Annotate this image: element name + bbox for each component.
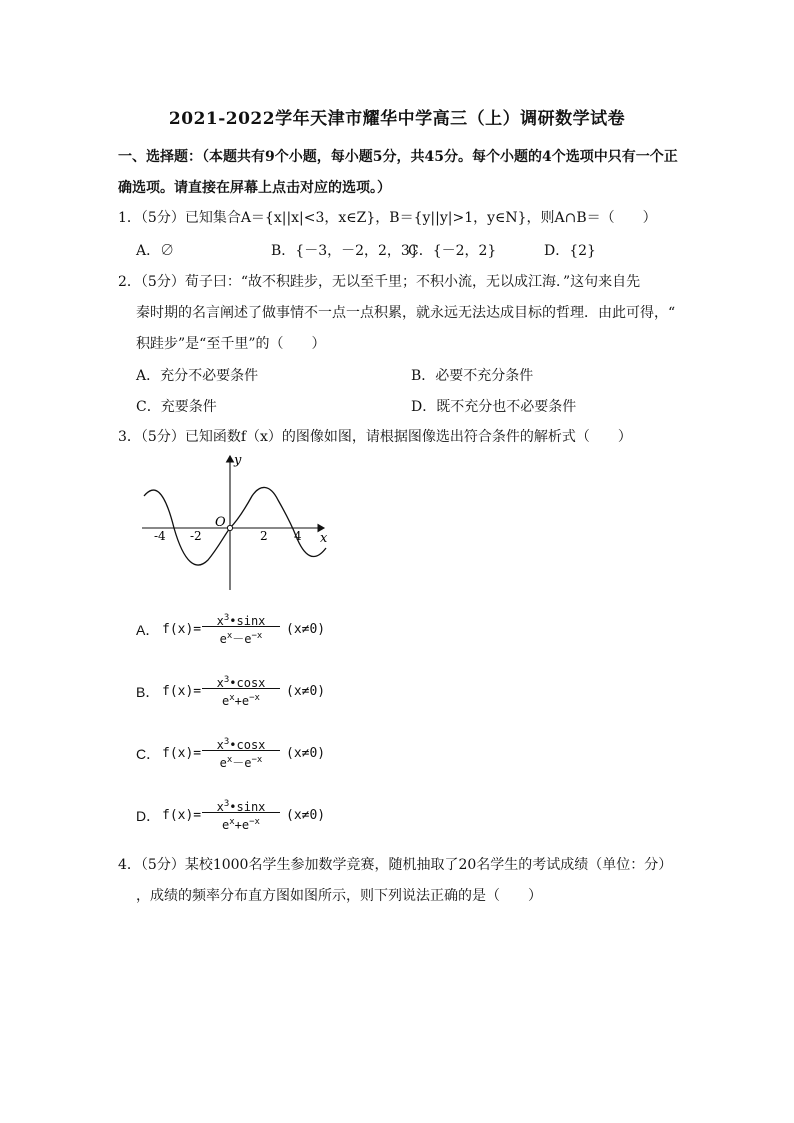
q3-option-b-fx: f(x)=	[162, 684, 202, 699]
q3-option-c-fraction: $x^3•\cos x$ $e^x-e^{-x}$	[200, 730, 282, 771]
tick-label-neg4: -4	[154, 529, 166, 543]
q3-option-b-fraction: $x^3•\cos x$ $e^x+e^{-x}$	[200, 668, 282, 709]
q2-option-b[interactable]: B．必要不充分条件	[411, 368, 534, 384]
q1-option-d[interactable]: D．{2}	[544, 243, 596, 259]
q3-stem: 3．（5分）已知函数f（x）的图像如图，请根据图像选出符合条件的解析式（ ）	[118, 429, 632, 445]
q4-stem-line1: 4．（5分）某校1000名学生参加数学竞赛，随机抽取了20名学生的考试成绩（单位：分）	[118, 857, 673, 873]
origin-label: O	[215, 515, 226, 530]
q3-option-c-fx: f(x)=	[162, 746, 202, 761]
origin-hole	[227, 525, 232, 530]
q1-stem: 1．（5分）已知集合A＝{x||x|<3，x∈Z}，B＝{y||y|>1，y∈N}，则A∩B＝（ ）	[118, 210, 657, 226]
q2-stem-line1: 2．（5分）荀子曰：“故不积跬步，无以至千里；不积小流，无以成江海．”这句来自先	[118, 274, 641, 290]
y-axis-label: y	[234, 453, 242, 468]
section-heading: 一、选择题：（本题共有9个小题，每小题5分，共45分。每个小题的4个选项中只有一个正确选项。请直接在屏幕上点击对应的选项。）	[118, 149, 678, 196]
q2-option-c[interactable]: C．充要条件	[136, 399, 217, 415]
q2-option-d[interactable]: D．既不充分也不必要条件	[411, 399, 577, 415]
function-curve	[144, 487, 326, 565]
q3-option-d-condition: (x≠0)	[286, 808, 326, 823]
tick-label-4: 4	[294, 529, 302, 543]
q3-option-b-condition: (x≠0)	[286, 684, 326, 699]
q2-option-a[interactable]: A．充分不必要条件	[136, 368, 259, 384]
q4-stem-line2: ，成绩的频率分布直方图如图所示，则下列说法正确的是（ ）	[136, 888, 542, 904]
q1-option-a[interactable]: A．∅	[136, 243, 175, 259]
x-axis-label: x	[320, 531, 328, 546]
q1-option-b[interactable]: B．{－3，－2，2，3}	[271, 243, 419, 259]
q3-option-a-letter: A．	[136, 622, 160, 638]
function-graph	[136, 448, 336, 593]
q1-option-c[interactable]: C．{－2，2}	[408, 243, 497, 259]
tick-label-2: 2	[260, 529, 268, 543]
q3-option-c-condition: (x≠0)	[286, 746, 326, 761]
q3-option-d-fx: f(x)=	[162, 808, 202, 823]
q3-option-d-letter: D．	[136, 808, 161, 824]
q3-option-d-fraction: $x^3•\sin x$ $e^x+e^{-x}$	[200, 792, 282, 833]
tick-label-neg2: -2	[190, 529, 202, 543]
q2-stem-line2: 秦时期的名言阐述了做事情不一点一点积累，就永远无法达成目标的哲理．由此可得，“	[136, 305, 676, 321]
q3-option-c-letter: C．	[136, 746, 161, 762]
q3-option-a-fraction: $x^3•\sin x$ $e^x-e^{-x}$	[200, 606, 282, 647]
q3-option-b-letter: B．	[136, 684, 160, 700]
q3-option-a-condition: (x≠0)	[286, 622, 326, 637]
q3-option-a-fx: f(x)=	[162, 622, 202, 637]
q2-stem-line3: 积跬步”是“至千里”的（ ）	[136, 336, 326, 352]
exam-title: 2021-2022学年天津市耀华中学高三（上）调研数学试卷	[168, 109, 626, 129]
